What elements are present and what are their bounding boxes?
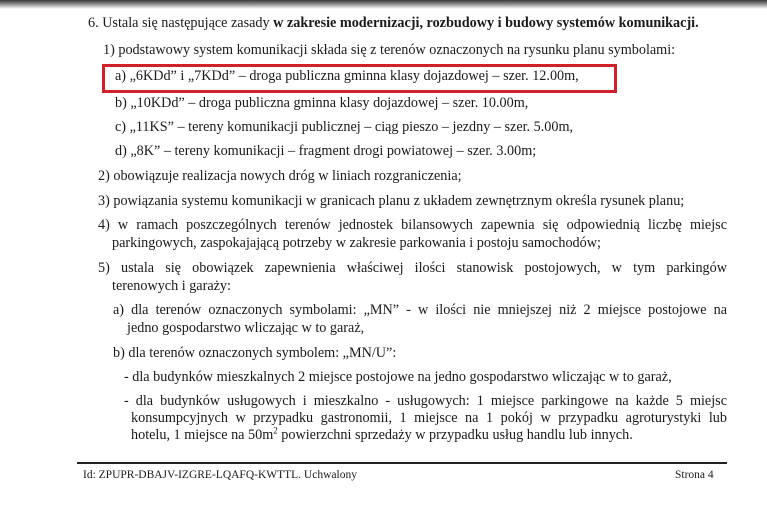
section-bold-title: w zakresie modernizacji, rozbudowy i budowy systemów komunikacji. — [273, 15, 699, 31]
item-5b-dash-1: - dla budynków mieszkalnych 2 miejsce postojowe na jedno gospodarstwo wliczając w to garaż, — [124, 369, 672, 385]
item-5a-line-1: a) dla terenów oznaczonych symbolami: „MN” - w ilości nie mniejszej niż 2 miejsce postojowe na — [113, 302, 727, 318]
subitem-c: c) „11KS” – tereny komunikacji publicznej – ciąg pieszo – jezdny – szer. 5.00m, — [115, 119, 574, 135]
footer-document-id: Id: ZPUPR-DBAJV-IZGRE-LQAFQ-KWTTL. Uchwalony — [83, 469, 357, 481]
item-5-line-1: 5) ustala się obowiązek zapewnienia właściwej ilości stanowisk postojowych, w tym parkingów — [98, 260, 727, 276]
subitem-b: b) „10KDd” – droga publiczna gminna klasy dojazdowej – szer. 10.00m, — [115, 95, 529, 111]
section-6-heading — [88, 15, 699, 32]
footer-divider — [77, 462, 727, 464]
section-number: 6. — [88, 15, 99, 31]
item-5a-line-2: jedno gospodarstwo wliczając w to garaż, — [127, 320, 365, 336]
dash-2-line-3-pre: hotelu, 1 miejsce na 50m — [131, 427, 274, 443]
item-4-line-2: parkingowych, zaspokajającą potrzeby w zakresie parkowania i postoju samochodów; — [112, 235, 601, 251]
item-5b-dash-2-line-1: - dla budynków usługowych i mieszkalno - usługowych: 1 miejsce parkingowe na każde 5 miejsc — [124, 393, 727, 409]
item-2: 2) obowiązuje realizacja nowych dróg w liniach rozgraniczenia; — [98, 168, 462, 184]
item-4-line-1: 4) w ramach poszczególnych terenów jednostek bilansowych zapewnia się odpowiednią liczbę miejsc — [98, 217, 727, 233]
section-intro: Ustala się następujące zasady — [102, 15, 274, 31]
subitem-d: d) „8K” – tereny komunikacji – fragment drogi powiatowej – szer. 3.00m; — [115, 143, 537, 159]
item-5b-dash-2-line-3 — [131, 427, 633, 444]
window-top-shadow — [0, 0, 767, 9]
item-3: 3) powiązania systemu komunikacji w granicach planu z układem zewnętrznym określa rysunek planu; — [98, 193, 685, 209]
dash-2-line-3-post: powierzchni sprzedaży w przypadku usług handlu lub innych. — [277, 427, 633, 443]
subitem-a-highlighted: a) „6KDd” i „7KDd” – droga publiczna gminna klasy dojazdowej – szer. 12.00m, — [115, 68, 579, 84]
item-5-line-2: terenowych i garaży: — [112, 278, 231, 294]
superscript-2: 2 — [273, 425, 278, 436]
item-5b-dash-2-line-2: konsumpcyjnych w przypadku gastronomii, 1 miejsce na 1 pokój w przypadku agroturystyki lub — [131, 410, 727, 426]
item-5b: b) dla terenów oznaczonych symbolem: „MN/U”: — [113, 345, 397, 361]
footer-page-number: Strona 4 — [675, 469, 714, 481]
item-1: 1) podstawowy system komunikacji składa się z terenów oznaczonych na rysunku planu symbolami: — [103, 42, 676, 58]
